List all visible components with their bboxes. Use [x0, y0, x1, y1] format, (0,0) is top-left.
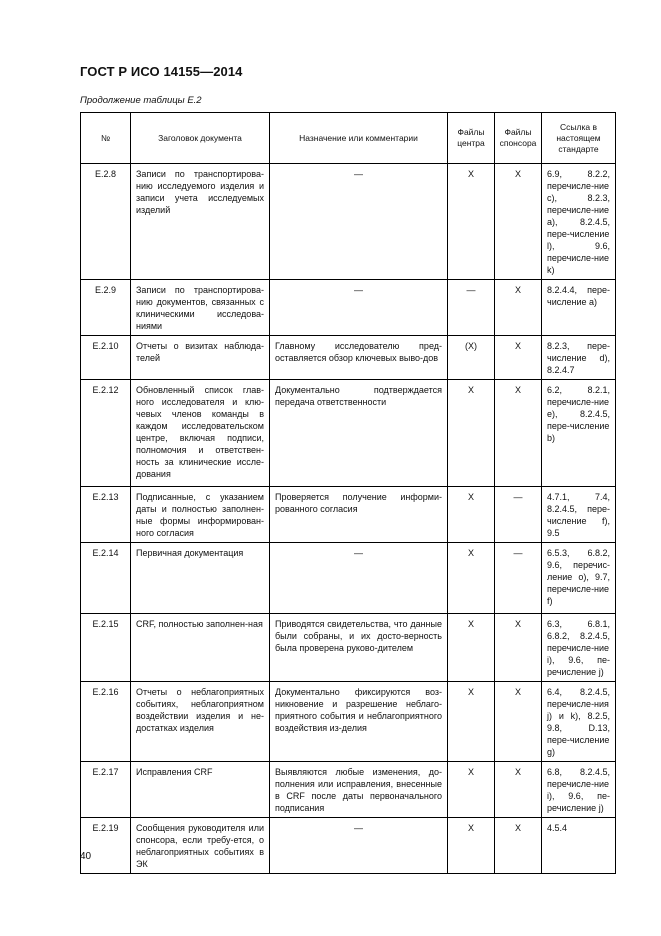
- table-row: [81, 762, 616, 818]
- cell-number: E.2.10: [81, 336, 131, 380]
- cell-purpose: —: [270, 818, 448, 874]
- column-header-number: №: [81, 113, 131, 164]
- cell-document-title: Записи по транспортирова-нию документов, связанных с клиническими исследова-ниями: [131, 280, 270, 336]
- cell-center-files: X: [448, 380, 495, 487]
- table-row: [81, 818, 616, 874]
- document-title: ГОСТ Р ИСО 14155—2014: [80, 64, 243, 79]
- table-row: [81, 164, 616, 280]
- cell-reference: 8.2.3, пере-числение d), 8.2.4.7: [542, 336, 616, 380]
- cell-sponsor-files: X: [495, 336, 542, 380]
- cell-document-title: CRF, полностью заполнен-ная: [131, 614, 270, 682]
- cell-number: E.2.17: [81, 762, 131, 818]
- table-row: [81, 682, 616, 762]
- cell-sponsor-files: X: [495, 818, 542, 874]
- column-header-sponsor-files: Файлы спонсора: [495, 113, 542, 164]
- cell-document-title: Отчеты о неблагоприятных событиях, неблагоприятном воздействии изделия и не-достатках изделия: [131, 682, 270, 762]
- cell-number: E.2.14: [81, 543, 131, 614]
- cell-sponsor-files: X: [495, 762, 542, 818]
- cell-number: E.2.13: [81, 487, 131, 543]
- cell-number: E.2.9: [81, 280, 131, 336]
- cell-reference: 6.9, 8.2.2, перечисле-ние c), 8.2.3, перечисле-ние a), 8.2.4.5, пере-числение l), 9.6, перечисле-ние k): [542, 164, 616, 280]
- cell-purpose: Документально фиксируются воз-никновение и разрешение неблаго-приятного события и неблагоприятного воздействия из-делия: [270, 682, 448, 762]
- cell-reference: 6.5.3, 6.8.2, 9.6, перечис-ление o), 9.7, перечисле-ние f): [542, 543, 616, 614]
- cell-purpose: Выявляются любые изменения, до-полнения или исправления, внесенные в CRF после даты первоначального подписания: [270, 762, 448, 818]
- cell-center-files: X: [448, 682, 495, 762]
- table-row: [81, 614, 616, 682]
- cell-reference: 4.7.1, 7.4, 8.2.4.5, пере-числение f), 9.5: [542, 487, 616, 543]
- table-header-row: [81, 113, 616, 164]
- cell-purpose: —: [270, 280, 448, 336]
- cell-sponsor-files: X: [495, 682, 542, 762]
- column-header-purpose: Назначение или комментарии: [270, 113, 448, 164]
- cell-purpose: Главному исследователю пред-оставляется обзор ключевых выво-дов: [270, 336, 448, 380]
- column-header-title: Заголовок документа: [131, 113, 270, 164]
- cell-document-title: Исправления CRF: [131, 762, 270, 818]
- cell-reference: 6.3, 6.8.1, 6.8.2, 8.2.4.5, перечисле-ние i), 9.6, пе-речисление j): [542, 614, 616, 682]
- cell-document-title: Первичная документация: [131, 543, 270, 614]
- cell-sponsor-files: —: [495, 487, 542, 543]
- column-header-reference: Ссылка в настоящем стандарте: [542, 113, 616, 164]
- cell-reference: 4.5.4: [542, 818, 616, 874]
- cell-center-files: —: [448, 280, 495, 336]
- cell-sponsor-files: X: [495, 280, 542, 336]
- cell-purpose: —: [270, 543, 448, 614]
- cell-center-files: X: [448, 487, 495, 543]
- cell-sponsor-files: X: [495, 614, 542, 682]
- cell-purpose: —: [270, 164, 448, 280]
- cell-number: E.2.12: [81, 380, 131, 487]
- cell-sponsor-files: —: [495, 543, 542, 614]
- cell-reference: 6.2, 8.2.1, перечисле-ние e), 8.2.4.5, пере-числение b): [542, 380, 616, 487]
- cell-document-title: Подписанные, с указанием даты и полностью заполнен-ные формы информирован-ного согласия: [131, 487, 270, 543]
- cell-document-title: Записи по транспортирова-нию исследуемого изделия и записи учета исследуемых изделий: [131, 164, 270, 280]
- cell-sponsor-files: X: [495, 164, 542, 280]
- cell-document-title: Сообщения руководителя или спонсора, если требу-ется, о неблагоприятных событиях в ЭК: [131, 818, 270, 874]
- cell-number: E.2.8: [81, 164, 131, 280]
- cell-center-files: (X): [448, 336, 495, 380]
- cell-center-files: X: [448, 614, 495, 682]
- cell-number: E.2.16: [81, 682, 131, 762]
- cell-sponsor-files: X: [495, 380, 542, 487]
- page-number: 40: [80, 851, 92, 862]
- table-row: [81, 380, 616, 487]
- cell-number: E.2.15: [81, 614, 131, 682]
- cell-number: E.2.19: [81, 818, 131, 874]
- documents-table: [80, 112, 616, 874]
- cell-purpose: Документально подтверждается передача ответственности: [270, 380, 448, 487]
- table-row: [81, 543, 616, 614]
- cell-document-title: Обновленный список глав-ного исследователя и клю-чевых членов команды в каждом исследовательском центре, включая подписи, полномочия и ответствен-ность за клинические иссле-дования: [131, 380, 270, 487]
- table-row: [81, 280, 616, 336]
- cell-reference: 6.8, 8.2.4.5, перечисле-ние i), 9.6, пе-речисление j): [542, 762, 616, 818]
- table-row: [81, 487, 616, 543]
- cell-purpose: Проверяется получение информи-рованного согласия: [270, 487, 448, 543]
- table-row: [81, 336, 616, 380]
- column-header-center-files: Файлы центра: [448, 113, 495, 164]
- cell-center-files: X: [448, 818, 495, 874]
- cell-document-title: Отчеты о визитах наблюда-телей: [131, 336, 270, 380]
- cell-reference: 6.4, 8.2.4.5, перечисле-ния j) и k), 8.2.5, 9.8, D.13, пере-числение g): [542, 682, 616, 762]
- cell-purpose: Приводятся свидетельства, что данные были собраны, и их досто-верность была проверена руково-дителем: [270, 614, 448, 682]
- cell-center-files: X: [448, 543, 495, 614]
- cell-center-files: X: [448, 762, 495, 818]
- cell-reference: 8.2.4.4, пере-числение a): [542, 280, 616, 336]
- cell-center-files: X: [448, 164, 495, 280]
- table-caption: Продолжение таблицы Е.2: [80, 95, 202, 106]
